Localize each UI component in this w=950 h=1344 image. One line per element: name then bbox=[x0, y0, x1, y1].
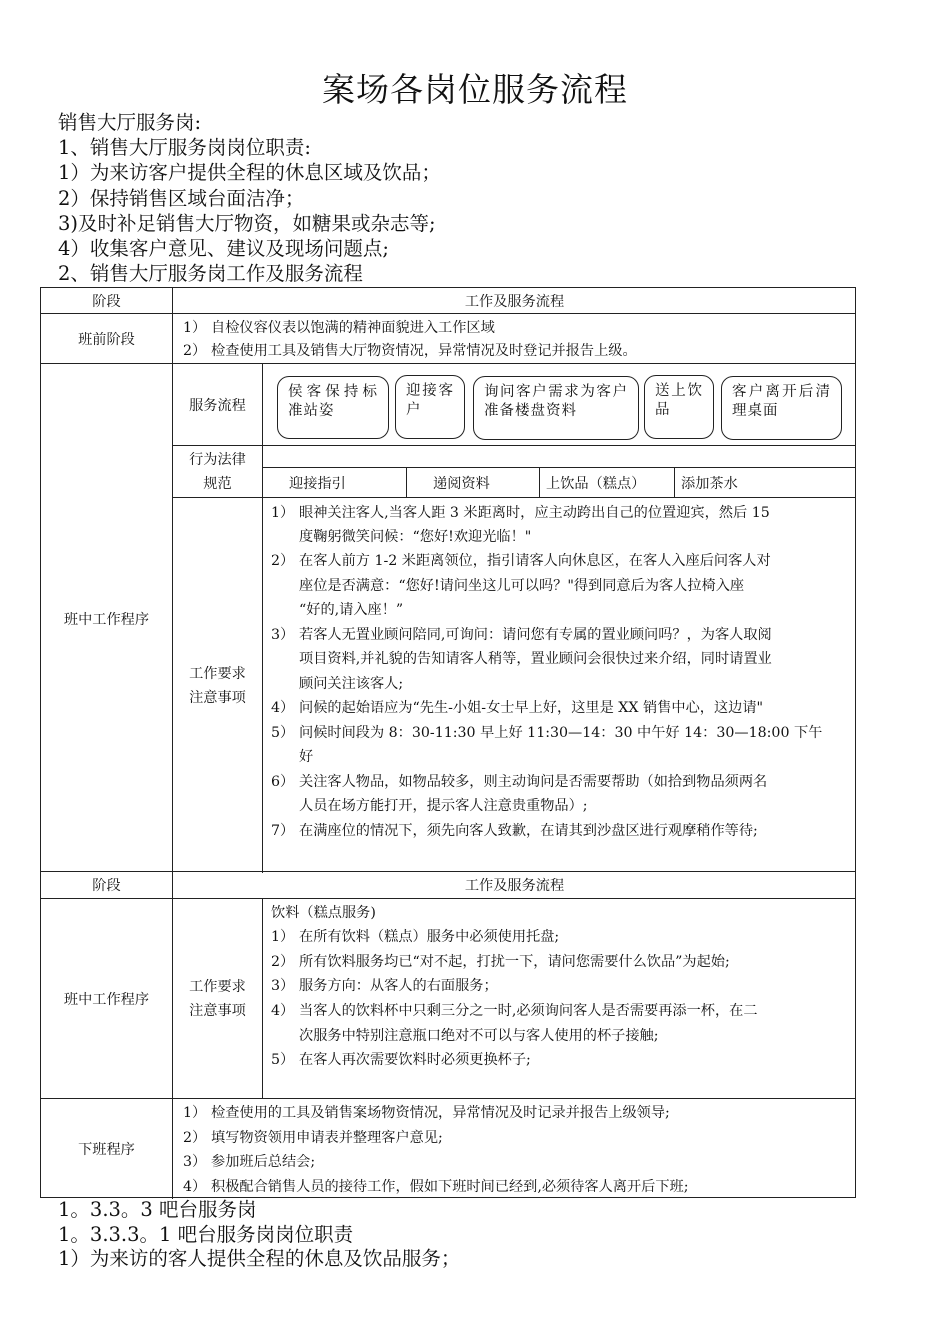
in-shift-label: 班中工作程序 bbox=[41, 363, 172, 873]
pre-shift-content bbox=[172, 313, 856, 363]
intro-line: 2）保持销售区域台面洁净； bbox=[58, 186, 305, 210]
behavior-blank bbox=[262, 445, 856, 467]
header-stage: 阶段 bbox=[92, 293, 121, 310]
intro-line: 1、销售大厅服务岗岗位职责: bbox=[58, 136, 311, 160]
flow-step: 迎接客户 bbox=[395, 375, 465, 439]
list-line: 项目资料,并礼貌的告知请客人稍等，置业顾问会很快过来介绍，同时请置业 bbox=[299, 651, 772, 667]
list-line: 好 bbox=[299, 749, 314, 765]
off-shift-content bbox=[172, 1098, 856, 1199]
header-process: 工作及服务流程 bbox=[172, 288, 856, 313]
behavior-item: 递阅资料 bbox=[406, 467, 539, 497]
in-shift-label: 班中工作程序 bbox=[41, 898, 172, 1098]
list-line: 人员在场方能打开，提示客人注意贵重物品）; bbox=[299, 798, 588, 814]
intro-line: 2、销售大厅服务岗工作及服务流程 bbox=[58, 262, 363, 286]
intro-line: 销售大厅服务岗: bbox=[58, 111, 202, 134]
behavior-label: 行为法律规范 bbox=[172, 445, 262, 497]
list-line: 4） 问候的起始语应为“先生-小姐-女士早上好，这里是 XX 销售中心，这边请" bbox=[271, 700, 764, 716]
list-line: 1） 眼神关注客人,当客人距 3 米距离时，应主动跨出自己的位置迎宾，然后 15 bbox=[271, 505, 770, 521]
list-line: 3） 服务方向：从客人的右面服务； bbox=[271, 978, 498, 994]
list-item: 2） 填写物资领用申请表并整理客户意见; bbox=[183, 1130, 443, 1146]
list-line: 2） 在客人前方 1-2 米距离领位，指引请客人向休息区，在客人入座后问客人对 bbox=[271, 553, 771, 569]
requirements-label: 工作要求注意事项 bbox=[172, 497, 262, 873]
list-line: 顾问关注该客人; bbox=[299, 676, 404, 692]
requirements-content bbox=[262, 898, 856, 1098]
list-line: 4） 当客人的饮料杯中只剩三分之一时,必须询问客人是否需要再添一杯，在二 bbox=[271, 1003, 758, 1019]
list-item: 1） 检查使用的工具及销售案场物资情况，异常情况及时记录并报告上级领导; bbox=[183, 1105, 670, 1121]
after-section bbox=[58, 1198, 460, 1272]
behavior-item: 迎接指引 bbox=[262, 467, 406, 497]
off-shift-label: 下班程序 bbox=[41, 1098, 172, 1199]
list-line: 座位是否满意：“您好!请问坐这儿可以吗？"得到同意后为客人拉椅入座 bbox=[299, 578, 745, 594]
flow-step: 送上饮品 bbox=[644, 375, 714, 439]
flow-step: 客户离开后清理桌面 bbox=[721, 376, 842, 440]
pre-shift-label: 班前阶段 bbox=[41, 313, 172, 363]
list-heading: 饮料（糕点服务) bbox=[271, 905, 376, 921]
intro-line: 1）为来访客户提供全程的休息区域及饮品； bbox=[58, 161, 441, 185]
list-item: 3） 参加班后总结会; bbox=[183, 1154, 316, 1170]
service-flow-label: 服务流程 bbox=[172, 363, 262, 445]
list-line: 度鞠躬微笑问候：“您好!欢迎光临！" bbox=[299, 529, 532, 545]
list-item: 4） 积极配合销售人员的接待工作，假如下班时间已经到,必须待客人离开后下班; bbox=[183, 1179, 689, 1195]
after-line: 1）为来访的客人提供全程的休息及饮品服务； bbox=[58, 1247, 461, 1271]
list-item: 1） 自检仪容仪表以饱满的精神面貌进入工作区域 bbox=[183, 320, 495, 336]
after-line: 1。3.3。3 吧台服务岗 bbox=[58, 1198, 257, 1221]
behavior-item: 上饮品（糕点） bbox=[539, 467, 674, 497]
document-title: 案场各岗位服务流程 bbox=[322, 70, 628, 109]
intro-section bbox=[58, 110, 441, 286]
header-stage: 阶段 bbox=[92, 878, 121, 894]
intro-line: 4）收集客户意见、建议及现场问题点; bbox=[58, 237, 389, 261]
service-table-2 bbox=[40, 871, 856, 1198]
requirements-label: 工作要求注意事项 bbox=[172, 898, 262, 1098]
intro-line: 3)及时补足销售大厅物资，如糖果或杂志等; bbox=[58, 211, 436, 235]
flow-step: 询问客户需求为客户准备楼盘资料 bbox=[473, 376, 639, 440]
list-line: 7） 在满座位的情况下，须先向客人致歉，在请其到沙盘区进行观摩稍作等待; bbox=[271, 823, 758, 839]
after-line: 1。3.3.3。1 吧台服务岗岗位职责 bbox=[58, 1222, 354, 1246]
list-line: 5） 在客人再次需要饮料时必须更换杯子; bbox=[271, 1052, 531, 1068]
list-line: 6） 关注客人物品，如物品较多，则主动询问是否需要帮助（如拾到物品须两名 bbox=[271, 774, 768, 790]
list-line: 3） 若客人无置业顾问陪同,可询问：请问您有专属的置业顾问吗？，为客人取阅 bbox=[271, 627, 772, 643]
list-line: 1） 在所有饮料（糕点）服务中必须使用托盘; bbox=[271, 929, 560, 945]
list-line: “好的,请入座！” bbox=[299, 602, 404, 618]
requirements-content bbox=[262, 497, 856, 873]
flow-step: 侯客保持标准站姿 bbox=[277, 376, 389, 439]
service-table-1 bbox=[40, 287, 856, 872]
list-line: 2） 所有饮料服务均已“对不起，打扰一下，请问您需要什么饮品”为起始; bbox=[271, 954, 730, 970]
list-item: 2） 检查使用工具及销售大厅物资情况，异常情况及时登记并报告上级。 bbox=[183, 343, 637, 359]
service-flow-content bbox=[262, 363, 856, 445]
list-line: 5） 问候时间段为 8：30-11:30 早上好 11:30—14：30 中午好 14：30—18:00 下午 bbox=[271, 725, 823, 741]
behavior-item: 添加茶水 bbox=[674, 467, 856, 497]
list-line: 次服务中特别注意瓶口绝对不可以与客人使用的杯子接触; bbox=[299, 1028, 659, 1044]
header-process: 工作及服务流程 bbox=[172, 872, 856, 898]
